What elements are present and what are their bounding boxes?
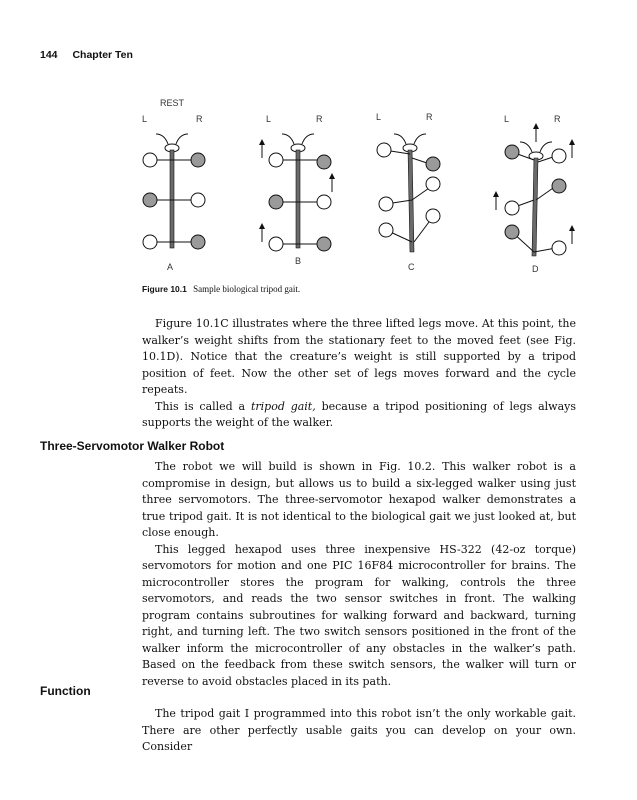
foot [317, 155, 331, 169]
foot [552, 241, 566, 255]
figure-caption [142, 284, 300, 294]
foot [191, 153, 205, 167]
figure-caption-label: Figure 10.1 [142, 284, 187, 294]
panel-b [262, 114, 332, 266]
panel-a-left-label: L [142, 114, 148, 124]
gait-diagram [130, 92, 590, 282]
tripod-text-after: because a tripod positioning of legs always supports the weight of the walker. [142, 399, 576, 429]
section-heading-walker: Three-Servomotor Walker Robot [40, 439, 225, 453]
section-heading-function: Function [40, 684, 91, 698]
foot [269, 237, 283, 251]
foot [143, 193, 157, 207]
panel-b-label: B [295, 256, 302, 266]
panel-b-left-label: L [266, 114, 272, 124]
panel-d-right-label: R [554, 114, 561, 124]
foot [505, 225, 519, 239]
body [532, 158, 538, 256]
foot [426, 157, 440, 171]
foot [379, 197, 393, 211]
paragraph-tripod [142, 399, 576, 432]
chapter-title: Chapter Ten [72, 49, 133, 61]
antenna [394, 134, 406, 144]
antenna [520, 142, 532, 152]
antenna [282, 134, 294, 144]
foot [143, 235, 157, 249]
body [170, 150, 174, 248]
panel-b-right-label: R [316, 114, 323, 124]
paragraph: This legged hexapod uses three inexpensive HS-322 (42-oz torque) servomotors for motion and one PIC 16F84 microcontroller for brains. The microcontroller stores the program for walking, controls the three servomotors, and reads the two sensor switches in front. The walking program contains subroutines for walking forward and backward, turning right, and turning left. The two switch sensors positioned in the front of the walker inform the microcontroller of any obstacles in the walker’s path. Based on the feedback from these switch sensors, the walker will turn or reverse to avoid obstacles placed in its path. [142, 542, 576, 688]
foot [505, 145, 519, 159]
tripod-text-before: This is called a [155, 399, 251, 413]
foot [552, 149, 566, 163]
antenna [414, 134, 426, 144]
foot [269, 153, 283, 167]
body [408, 150, 414, 252]
panel-d [496, 114, 572, 274]
section-gait-text [142, 316, 576, 432]
panel-d-label: D [532, 264, 539, 274]
antenna [302, 134, 314, 144]
panel-c-label: C [408, 262, 415, 272]
panel-a-right-label: R [196, 114, 203, 124]
foot [426, 209, 440, 223]
panel-c [376, 112, 440, 272]
antenna [176, 134, 188, 144]
figure-caption-text: Sample biological tripod gait. [193, 284, 301, 294]
body [296, 150, 300, 248]
tripod-gait-term: tripod gait, [250, 399, 316, 413]
foot [317, 195, 331, 209]
foot [143, 153, 157, 167]
foot [426, 177, 440, 191]
paragraph: The tripod gait I programmed into this robot isn’t the only workable gait. There are other perfectly usable gaits you can develop on your own. Consider [142, 707, 576, 753]
foot [379, 223, 393, 237]
foot [317, 237, 331, 251]
section-function-text [142, 706, 576, 756]
foot [377, 143, 391, 157]
panel-c-left-label: L [376, 112, 382, 122]
rest-label: REST [160, 98, 185, 108]
foot [191, 193, 205, 207]
foot [269, 195, 283, 209]
foot [552, 179, 566, 193]
panel-a [142, 114, 205, 272]
panel-c-right-label: R [426, 112, 433, 122]
paragraph: The robot we will build is shown in Fig. 10.2. This walker robot is a compromise in design, but allows us to build a six-legged walker using just three servomotors. The three-servomotor hexapod walker demonstrates a true tripod gait. It is not identical to the biological gait we just looked at, but close enough. [142, 460, 576, 539]
section-walker-text [142, 459, 576, 690]
tripod-gait-figure [130, 92, 590, 282]
antenna [540, 142, 552, 152]
foot [191, 235, 205, 249]
page-header [40, 49, 133, 61]
panel-a-label: A [167, 262, 174, 272]
paragraph: Figure 10.1C illustrates where the three lifted legs move. At this point, the walker’s weight shifts from the stationary feet to the moved feet (see Fig. 10.1D). Notice that the creature’s weight is still supported by a tripod position of feet. Now the other set of legs moves forward and the cycle repeats. [142, 317, 576, 396]
antenna [156, 134, 168, 144]
foot [505, 201, 519, 215]
panel-d-left-label: L [504, 114, 510, 124]
page-number: 144 [40, 49, 58, 61]
